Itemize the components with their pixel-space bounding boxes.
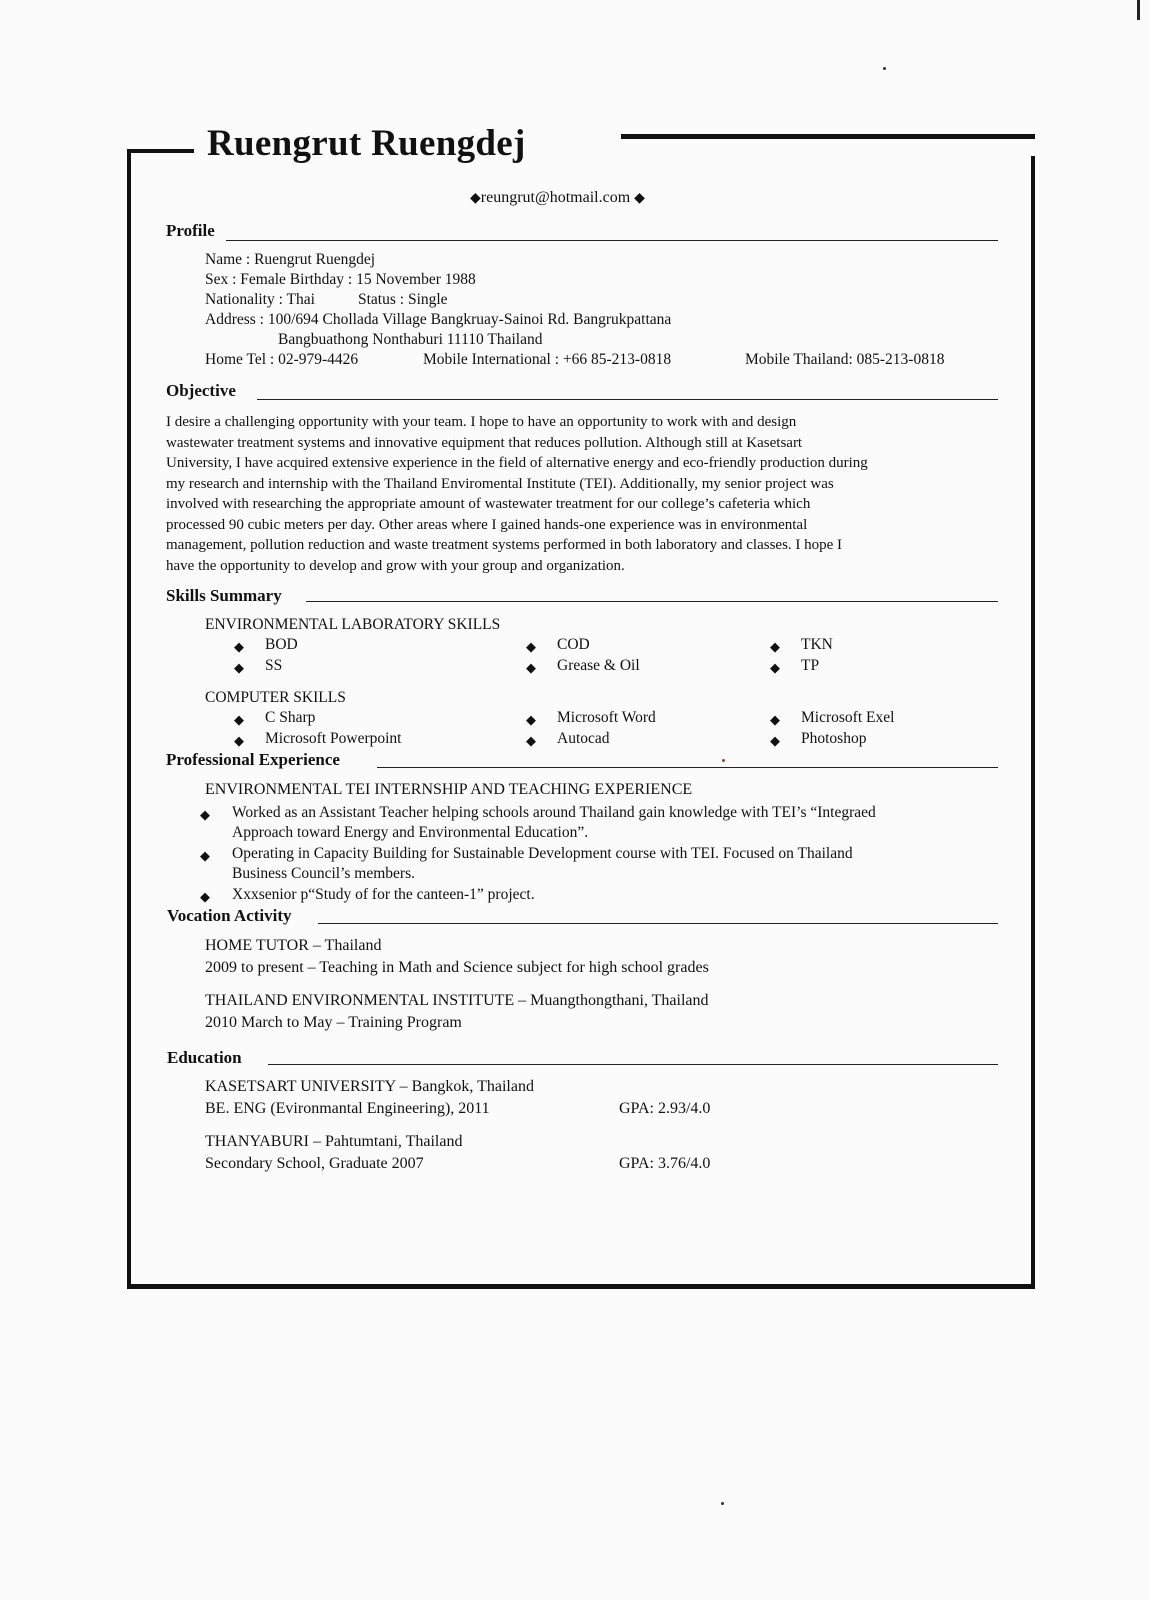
computer-skills-title: COMPUTER SKILLS xyxy=(205,689,346,706)
objective-line: wastewater treatment systems and innovative equipment that reduces pollution. Although still at Kasetsart xyxy=(166,434,803,451)
frame-top-right xyxy=(621,134,1035,139)
education-degree-1: BE. ENG (Evironmantal Engineering), 2011 xyxy=(205,1100,490,1117)
scan-speck xyxy=(721,1502,724,1505)
diamond-bullet-icon: ◆ xyxy=(526,712,536,727)
diamond-bullet-icon: ◆ xyxy=(200,848,210,863)
skill-item: TP xyxy=(801,657,820,674)
diamond-bullet-icon: ◆ xyxy=(234,660,244,675)
section-title-experience: Professional Experience xyxy=(166,750,340,769)
diamond-bullet-icon: ◆ xyxy=(526,660,536,675)
scan-speck xyxy=(722,759,725,762)
objective-line: University, I have acquired extensive experience in the field of alternative energy and eco-friendly production during xyxy=(166,455,868,471)
section-rule xyxy=(318,923,998,924)
skill-item: C Sharp xyxy=(265,709,316,726)
experience-bullet-2-line-1: Operating in Capacity Building for Sustainable Development course with TEI. Focused on Thailand xyxy=(232,845,853,862)
profile-address-line1: Address : 100/694 Chollada Village Bangkruay-Sainoi Rd. Bangrukpattana xyxy=(205,311,672,328)
diamond-icon: ◆ xyxy=(634,191,645,206)
education-school-2: THANYABURI – Pahtumtani, Thailand xyxy=(205,1133,463,1150)
diamond-bullet-icon: ◆ xyxy=(526,639,536,654)
skill-item: Microsoft Powerpoint xyxy=(265,730,402,747)
section-rule xyxy=(306,601,998,602)
experience-title: ENVIRONMENTAL TEI INTERNSHIP AND TEACHING EXPERIENCE xyxy=(205,781,693,798)
section-rule xyxy=(226,240,998,241)
diamond-bullet-icon: ◆ xyxy=(234,712,244,727)
education-school-1: KASETSART UNIVERSITY – Bangkok, Thailand xyxy=(205,1078,534,1095)
profile-mobile-international: Mobile International : +66 85-213-0818 xyxy=(423,351,672,368)
section-title-vocation: Vocation Activity xyxy=(167,906,292,925)
skill-item: Photoshop xyxy=(801,730,867,747)
objective-paragraph xyxy=(166,412,986,576)
section-title-objective: Objective xyxy=(166,381,236,400)
section-rule xyxy=(377,767,998,768)
email[interactable]: reungrut@hotmail.com xyxy=(480,189,631,206)
profile-address-line2: Bangbuathong Nonthaburi 11110 Thailand xyxy=(278,331,543,348)
section-title-profile: Profile xyxy=(166,221,215,240)
vocation-job-1-description: 2009 to present – Teaching in Math and Science subject for high school grades xyxy=(205,959,709,976)
skill-item: Autocad xyxy=(557,730,610,747)
vocation-job-2-description: 2010 March to May – Training Program xyxy=(205,1014,462,1031)
profile-mobile-thailand: Mobile Thailand: 085-213-0818 xyxy=(745,351,945,368)
objective-line: have the opportunity to develop and grow with your group and organization. xyxy=(166,557,625,574)
profile-home-tel: Home Tel : 02-979-4426 xyxy=(205,351,359,368)
diamond-bullet-icon: ◆ xyxy=(526,733,536,748)
experience-bullet-3: Xxxsenior p“Study of for the canteen-1” project. xyxy=(232,886,535,903)
experience-bullet-1-line-2: Approach toward Energy and Environmental Education”. xyxy=(232,824,589,841)
objective-line: involved with researching the appropriate amount of wastewater treatment for our college’s cafeteria which xyxy=(166,496,811,512)
profile-name: Name : Ruengrut Ruengdej xyxy=(205,251,376,268)
experience-bullet-2-line-2: Business Council’s members. xyxy=(232,865,415,882)
section-rule xyxy=(257,399,998,400)
skill-item: TKN xyxy=(801,636,833,653)
frame-right xyxy=(1031,156,1035,1287)
section-title-education: Education xyxy=(167,1048,242,1067)
vocation-job-1-title: HOME TUTOR – Thailand xyxy=(205,937,382,954)
diamond-bullet-icon: ◆ xyxy=(770,733,780,748)
skill-item: COD xyxy=(557,636,590,653)
vocation-job-2-title: THAILAND ENVIRONMENTAL INSTITUTE – Muangthongthani, Thailand xyxy=(205,992,709,1009)
objective-line: my research and internship with the Thailand Enviromental Institute (TEI). Additionally, my senior project was xyxy=(166,475,834,492)
frame-left xyxy=(127,151,131,1289)
email-line xyxy=(470,189,645,207)
diamond-icon: ◆ xyxy=(470,191,481,206)
skill-item: SS xyxy=(265,657,283,674)
education-gpa-1: GPA: 2.93/4.0 xyxy=(619,1100,711,1117)
section-title-skills: Skills Summary xyxy=(166,586,282,605)
diamond-bullet-icon: ◆ xyxy=(234,733,244,748)
profile-sex-birthday: Sex : Female Birthday : 15 November 1988 xyxy=(205,271,476,288)
section-rule xyxy=(268,1064,998,1065)
education-degree-2: Secondary School, Graduate 2007 xyxy=(205,1155,424,1172)
scan-edge-mark xyxy=(1137,0,1140,20)
objective-line: I desire a challenging opportunity with your team. I hope to have an opportunity to work with and design xyxy=(166,414,797,430)
profile-nationality: Nationality : Thai xyxy=(205,291,315,308)
education-gpa-2: GPA: 3.76/4.0 xyxy=(619,1155,711,1172)
objective-line: processed 90 cubic meters per day. Other areas where I gained hands-one experience was in environmental xyxy=(166,516,808,533)
diamond-bullet-icon: ◆ xyxy=(770,712,780,727)
diamond-bullet-icon: ◆ xyxy=(200,889,210,904)
candidate-name: Ruengrut Ruengdej xyxy=(207,123,526,164)
scan-speck xyxy=(883,67,886,70)
diamond-bullet-icon: ◆ xyxy=(770,660,780,675)
lab-skills-title: ENVIRONMENTAL LABORATORY SKILLS xyxy=(205,616,501,633)
diamond-bullet-icon: ◆ xyxy=(770,639,780,654)
diamond-bullet-icon: ◆ xyxy=(234,639,244,654)
diamond-bullet-icon: ◆ xyxy=(200,807,210,822)
skill-item: Microsoft Word xyxy=(557,709,656,726)
skill-item: BOD xyxy=(265,636,298,653)
experience-bullet-1-line-1: Worked as an Assistant Teacher helping schools around Thailand gain knowledge with TEI’s “Integraed xyxy=(232,804,876,821)
skill-item: Grease & Oil xyxy=(557,657,640,674)
objective-line: management, pollution reduction and waste treatment systems performed in both laboratory and classes. I hope I xyxy=(166,537,843,553)
profile-status: Status : Single xyxy=(358,291,448,308)
skill-item: Microsoft Exel xyxy=(801,709,895,726)
frame-top-left xyxy=(127,149,194,153)
frame-bottom xyxy=(127,1284,1035,1289)
